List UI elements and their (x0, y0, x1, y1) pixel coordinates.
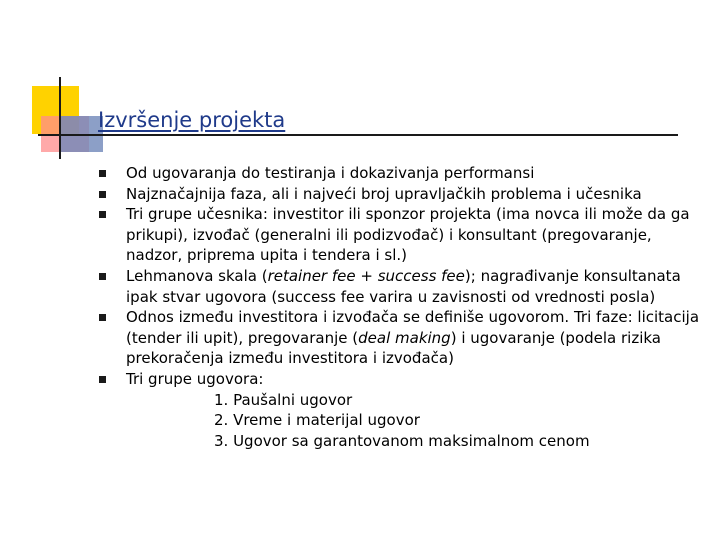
bullet-text-italic: retainer fee + success fee (267, 266, 465, 285)
bullet-square-icon (99, 273, 106, 280)
sub-item-3: 3. Ugovor sa garantovanom maksimalnom cenom (214, 431, 590, 450)
bullet-text: Tri grupe ugovora: (126, 369, 264, 388)
bullet-item-3 (97, 204, 707, 266)
bullet-text-start: Odnos između investitora i izvođača se definiše ugovorom. Tri faze: licitacija (tender ili upit), pregovaranje ( (126, 308, 700, 347)
bullet-square-icon (99, 314, 106, 321)
bullet-text-end: ); nagrađivanje konsultanata ipak stvar ugovora (success fee varira u zavisnosti od vrednosti posla) (126, 266, 681, 306)
sub-item-1: 1. Paušalni ugovor (214, 390, 353, 409)
sub-item-2: 2. Vreme i materijal ugovor (214, 411, 420, 430)
bullet-item-4 (97, 266, 707, 307)
bullet-item-6 (97, 369, 707, 451)
decor-horizontal-rule (38, 134, 678, 136)
bullet-item-5 (97, 307, 707, 369)
bullet-square-icon (99, 211, 106, 218)
bullet-text: Najznačajnija faza, ali i najveći broj upravljačkih problema i učesnika (126, 184, 642, 203)
bullet-text: Od ugovaranja do testiranja i dokazivanja performansi (126, 164, 535, 182)
bullet-text: Tri grupe učesnika: investitor ili sponzor projekta (ima novca ili može da ga prikupi), izvođač (generalni ili podizvođač) i konsultant (pregovaranje, nadzor, priprema upita i tendera i sl.) (126, 205, 690, 265)
slide-title: Izvršenje projekta (98, 108, 286, 132)
bullet-list (97, 163, 707, 451)
decor-vertical-line (59, 77, 61, 159)
bullet-square-icon (99, 376, 106, 383)
bullet-text-italic: deal making (358, 328, 451, 347)
bullet-text-end: ) i ugovaranje (podela rizika prekoračenja između investitora i izvođača) (126, 328, 661, 368)
bullet-item-1 (97, 163, 707, 184)
bullet-square-icon (99, 170, 106, 177)
bullet-item-2 (97, 184, 707, 205)
bullet-text-start: Lehmanova skala ( (126, 266, 268, 285)
bullet-square-icon (99, 191, 106, 198)
